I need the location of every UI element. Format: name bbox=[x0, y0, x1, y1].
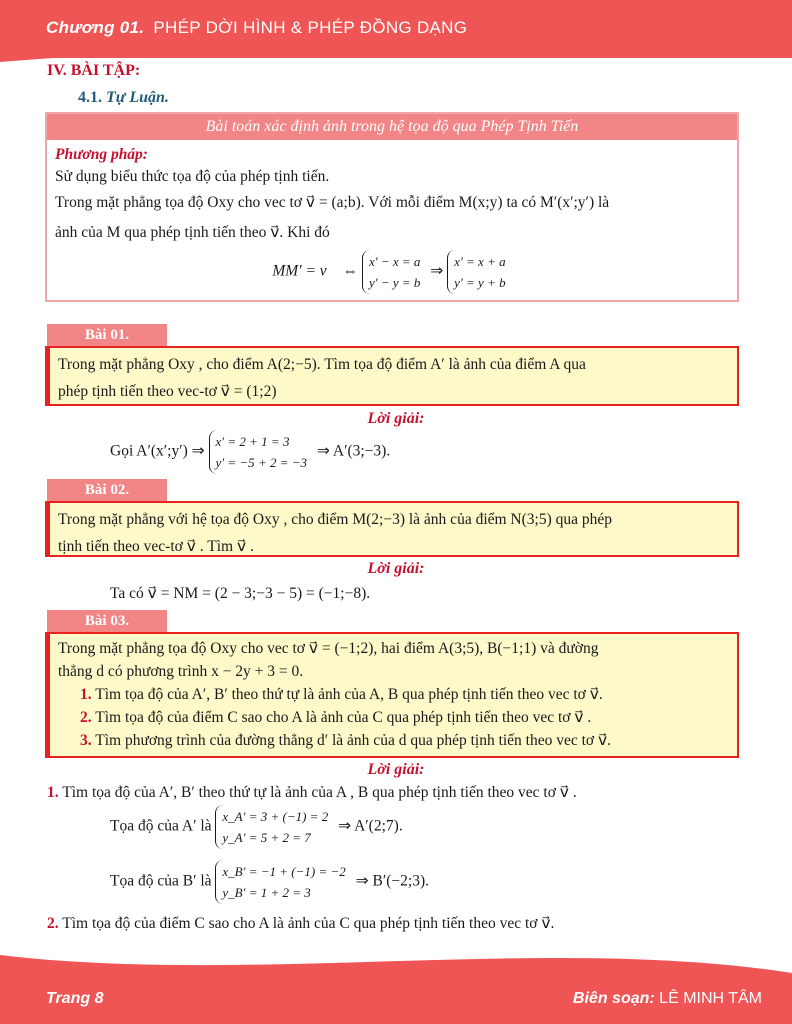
formula-lhs: MM′ = v⃗ ⇔ bbox=[272, 262, 359, 280]
bai01-line-2: phép tịnh tiến theo vec-tơ v⃗ = (1;2) bbox=[58, 383, 277, 400]
bai03-b-eq1: x_B′ = −1 + (−1) = −2 bbox=[222, 864, 346, 879]
author-label: Biên soạn: bbox=[572, 990, 655, 1007]
formula-sys2-eq2: y′ = y + b bbox=[454, 275, 506, 290]
bai03-item-1-text: Tìm tọa độ của A′, B′ theo thứ tự là ảnh của A, B qua phép tịnh tiến theo vec tơ v⃗. bbox=[95, 686, 603, 703]
bai02-line-1: Trong mặt phẳng với hệ tọa độ Oxy , cho điểm M(2;−3) là ảnh của điểm N(3;5) qua phép bbox=[58, 511, 613, 528]
bai02-box bbox=[45, 501, 739, 557]
bai01-loi-giai: Lời giải: bbox=[367, 410, 425, 427]
bai03-sol1-heading bbox=[47, 783, 577, 802]
bai03-b-solution bbox=[110, 860, 429, 904]
bai03-a-eq1: x_A′ = 3 + (−1) = 2 bbox=[222, 809, 329, 824]
bai03-sol1-num: 1. bbox=[47, 784, 59, 801]
formula-sys1-eq1: x′ − x = a bbox=[368, 254, 421, 269]
bai03-tab: Bài 03. bbox=[47, 610, 167, 632]
bai03-loi-giai: Lời giải: bbox=[367, 761, 425, 778]
bai01-sol-system bbox=[209, 430, 313, 474]
bai02-tab: Bài 02. bbox=[47, 479, 167, 501]
bai03-a-eq2: y_A′ = 5 + 2 = 7 bbox=[222, 830, 311, 845]
bai03-item-1-num: 1. bbox=[80, 686, 92, 703]
subsection-label: Tự Luận. bbox=[106, 89, 169, 106]
method-line-2: Trong mặt phẳng tọa độ Oxy cho vec tơ v⃗ = (a;b). Với mỗi điểm M(x;y) ta có M′(x′;y′) là bbox=[55, 194, 610, 211]
bai03-box bbox=[45, 632, 739, 758]
bai03-a-solution bbox=[110, 805, 403, 849]
bai01-tab: Bài 01. bbox=[47, 324, 167, 346]
bai02-loi-giai: Lời giải: bbox=[367, 560, 425, 577]
bai03-sol2-text: Tìm tọa độ của điểm C sao cho A là ảnh của C qua phép tịnh tiến theo vec tơ v⃗. bbox=[62, 915, 555, 932]
bai03-b-prefix: Tọa độ của B′ là bbox=[110, 872, 212, 890]
bai03-sol1-text: Tìm tọa độ của A′, B′ theo thứ tự là ảnh của A , B qua phép tịnh tiến theo vec tơ v⃗ . bbox=[62, 784, 577, 801]
subsection-number: 4.1. bbox=[78, 89, 102, 106]
bai03-item-1 bbox=[58, 683, 729, 706]
formula-system-1 bbox=[362, 250, 426, 294]
method-line-1: Sử dụng biểu thức tọa độ của phép tịnh tiến. bbox=[55, 168, 330, 185]
section-title: IV. BÀI TẬP: bbox=[47, 62, 141, 79]
method-formula bbox=[55, 250, 729, 294]
bai02-solution: Ta có v⃗ = NM = (2 − 3;−3 − 5) = (−1;−8). bbox=[110, 585, 371, 602]
formula-sys1-eq2: y′ − y = b bbox=[368, 275, 421, 290]
bai03-b-suffix: ⇒ B′(−2;3). bbox=[355, 872, 429, 890]
page-number: Trang 8 bbox=[46, 990, 104, 1007]
footer-wave bbox=[0, 935, 792, 1024]
bai03-a-system bbox=[215, 805, 334, 849]
formula-arrow: ⇒ bbox=[430, 262, 444, 280]
author-name: LÊ MINH TÂM bbox=[659, 990, 762, 1007]
chapter-label: Chương 01. bbox=[46, 18, 145, 37]
bai03-line-2: thẳng d có phương trình x − 2y + 3 = 0. bbox=[58, 663, 304, 680]
bai03-b-system bbox=[215, 860, 351, 904]
bai01-sys-eq1: x′ = 2 + 1 = 3 bbox=[215, 434, 290, 449]
bai03-b-eq2: y_B′ = 1 + 2 = 3 bbox=[222, 885, 311, 900]
bai03-item-3-text: Tìm phương trình của đường thẳng d′ là ảnh của d qua phép tịnh tiến theo vec tơ v⃗. bbox=[95, 732, 612, 749]
subsection-title bbox=[78, 89, 169, 107]
method-box bbox=[45, 112, 739, 302]
footer-author bbox=[573, 990, 762, 1008]
chapter-title: PHÉP DỜI HÌNH & PHÉP ĐỒNG DẠNG bbox=[153, 18, 468, 37]
bai01-sys-eq2: y′ = −5 + 2 = −3 bbox=[215, 455, 307, 470]
bai03-a-prefix: Tọa độ của A′ là bbox=[110, 817, 212, 835]
bai01-sol-prefix: Gọi A′(x′;y′) ⇒ bbox=[110, 442, 205, 460]
method-label: Phương pháp: bbox=[55, 146, 148, 163]
method-heading: Bài toán xác định ảnh trong hệ tọa độ qua Phép Tịnh Tiến bbox=[47, 114, 737, 140]
bai03-line-1: Trong mặt phẳng tọa độ Oxy cho vec tơ v⃗ = (−1;2), hai điểm A(3;5), B(−1;1) và đường bbox=[58, 640, 599, 657]
bai03-item-3 bbox=[58, 729, 729, 752]
bai03-item-2 bbox=[58, 706, 729, 729]
bai01-box bbox=[45, 346, 739, 406]
bai01-solution bbox=[110, 430, 390, 474]
bai01-sol-suffix: ⇒ A′(3;−3). bbox=[316, 442, 391, 460]
formula-system-2 bbox=[447, 250, 511, 294]
bai01-line-1: Trong mặt phẳng Oxy , cho điểm A(2;−5). Tìm tọa độ điểm A′ là ảnh của điểm A qua bbox=[58, 356, 586, 373]
bai02-line-2: tịnh tiến theo vec-tơ v⃗ . Tìm v⃗ . bbox=[58, 538, 254, 555]
header-title bbox=[46, 18, 467, 38]
bai03-sol2-heading bbox=[47, 914, 554, 933]
bai03-a-suffix: ⇒ A′(2;7). bbox=[338, 817, 403, 835]
bai03-item-2-num: 2. bbox=[80, 709, 92, 726]
formula-sys2-eq1: x′ = x + a bbox=[454, 254, 506, 269]
method-body bbox=[47, 140, 737, 298]
bai03-sol2-num: 2. bbox=[47, 915, 59, 932]
method-line-3: ảnh của M qua phép tịnh tiến theo v⃗. Khi đó bbox=[55, 224, 330, 241]
bai03-item-2-text: Tìm tọa độ của điểm C sao cho A là ảnh của C qua phép tịnh tiến theo vec tơ v⃗ . bbox=[95, 709, 592, 726]
bai03-item-3-num: 3. bbox=[80, 732, 92, 749]
